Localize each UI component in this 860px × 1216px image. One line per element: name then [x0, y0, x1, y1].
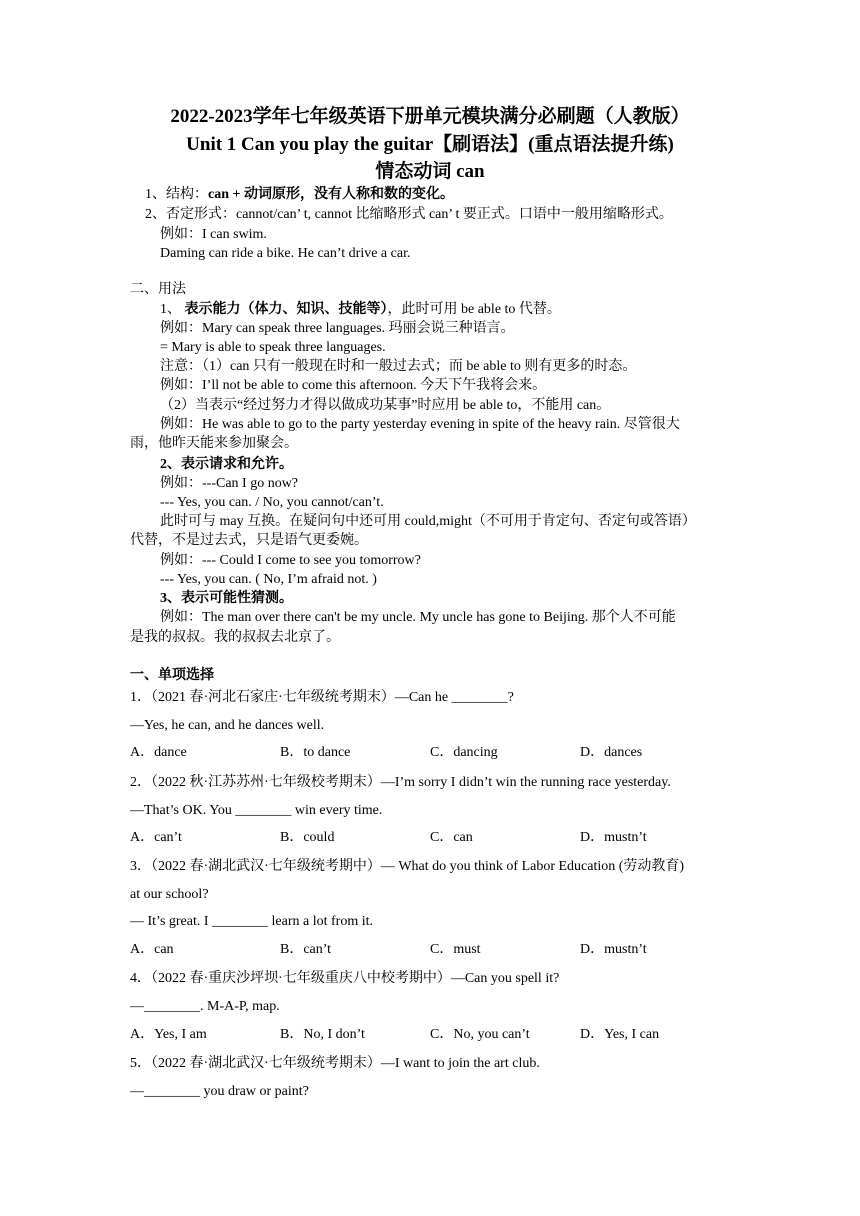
option-b: B．can’t	[280, 942, 332, 957]
note-line: 此时可与 may 互换。在疑问句中还可用 could,might（不可用于肯定句、否定句或答语）	[160, 514, 696, 529]
example-line: 例如：The man over there can't be my uncle. My uncle has gone to Beijing. 那个人不可能	[160, 610, 676, 625]
question-dialogue: —Yes, he can, and he dances well.	[130, 718, 325, 733]
example-line: = Mary is able to speak three languages.	[160, 340, 386, 355]
option-a: A．can’t	[130, 830, 182, 845]
question-stem: 5．（2022 春·湖北武汉·七年级统考期末）—I want to join the art club.	[130, 1056, 540, 1071]
usage-2-heading: 2、表示请求和允许。	[160, 457, 293, 472]
option-c: C．can	[430, 830, 473, 845]
example-line: 例如：I’ll not be able to come this afternoon. 今天下午我将会来。	[160, 378, 547, 393]
option-a: A．can	[130, 942, 174, 957]
option-d: D．mustn’t	[580, 830, 647, 845]
example-line: 例如：---Can I go now?	[160, 476, 299, 491]
doc-title: 2022-2023学年七年级英语下册单元模块满分必刷题（人教版）	[170, 106, 690, 127]
doc-subtitle: Unit 1 Can you play the guitar【刷语法】(重点语法提升练)	[186, 134, 674, 155]
option-d: D．dances	[580, 745, 643, 760]
option-a: A．dance	[130, 745, 187, 760]
structure-line: 1、结构：can + 动词原形，没有人称和数的变化。	[145, 187, 454, 202]
note-line: （2）当表示“经过努力才得以做成功某事”时应用 be able to，不能用 can。	[160, 398, 611, 413]
question-stem: 1．（2021 春·河北石家庄·七年级统考期末）—Can he ________?	[130, 690, 514, 705]
question-stem: 3．（2022 春·湖北武汉·七年级统考期中）— What do you think of Labor Education (劳动教育)	[130, 859, 685, 874]
question-dialogue: —That’s OK. You ________ win every time.	[130, 803, 383, 818]
exercise-heading: 一、单项选择	[130, 668, 214, 683]
example-line: 雨，他昨天能来参加聚会。	[130, 436, 298, 451]
question-dialogue: —________. M-A-P, map.	[130, 999, 280, 1014]
question-dialogue: —________ you draw or paint?	[130, 1084, 309, 1099]
section-heading-usage: 二、用法	[130, 282, 186, 297]
usage-3-heading: 3、表示可能性猜测。	[160, 591, 293, 606]
example-line: 是我的叔叔。我的叔叔去北京了。	[130, 630, 340, 645]
doc-topic: 情态动词 can	[375, 161, 485, 182]
option-c: C．dancing	[430, 745, 498, 760]
option-b: B．could	[280, 830, 335, 845]
example-line: 例如：I can swim.	[160, 227, 267, 242]
option-d: D．mustn’t	[580, 942, 647, 957]
note-line: 代替，不是过去式，只是语气更委婉。	[130, 533, 368, 548]
question-dialogue: — It’s great. I ________ learn a lot from it.	[130, 914, 373, 929]
example-line: Daming can ride a bike. He can’t drive a car.	[160, 246, 411, 261]
note-line: 注意：（1）can 只有一般现在时和一般过去式；而 be able to 则有更多的时态。	[160, 359, 637, 374]
option-c: C．No, you can’t	[430, 1027, 530, 1042]
option-b: B．to dance	[280, 745, 351, 760]
negative-form-line: 2、否定形式：cannot/can’ t, cannot 比缩略形式 can’ t 要正式。口语中一般用缩略形式。	[145, 207, 673, 222]
question-stem-continued: at our school?	[130, 887, 209, 902]
example-line: 例如：Mary can speak three languages. 玛丽会说三种语言。	[160, 321, 515, 336]
option-a: A．Yes, I am	[130, 1027, 207, 1042]
option-d: D．Yes, I can	[580, 1027, 660, 1042]
example-line: --- Yes, you can. / No, you cannot/can’t.	[160, 495, 384, 510]
option-c: C．must	[430, 942, 481, 957]
example-line: 例如：He was able to go to the party yesterday evening in spite of the heavy rain. 尽管很大	[160, 417, 680, 432]
example-line: 例如：--- Could I come to see you tomorrow?	[160, 553, 421, 568]
question-stem: 4．（2022 春·重庆沙坪坝·七年级重庆八中校考期中）—Can you spell it?	[130, 971, 560, 986]
usage-1-line: 1、 表示能力（体力、知识、技能等），此时可用 be able to 代替。	[160, 302, 561, 317]
question-stem: 2．（2022 秋·江苏苏州·七年级校考期末）—I’m sorry I didn’t win the running race yesterday.	[130, 775, 671, 790]
option-b: B．No, I don’t	[280, 1027, 365, 1042]
example-line: --- Yes, you can. ( No, I’m afraid not. )	[160, 572, 377, 587]
